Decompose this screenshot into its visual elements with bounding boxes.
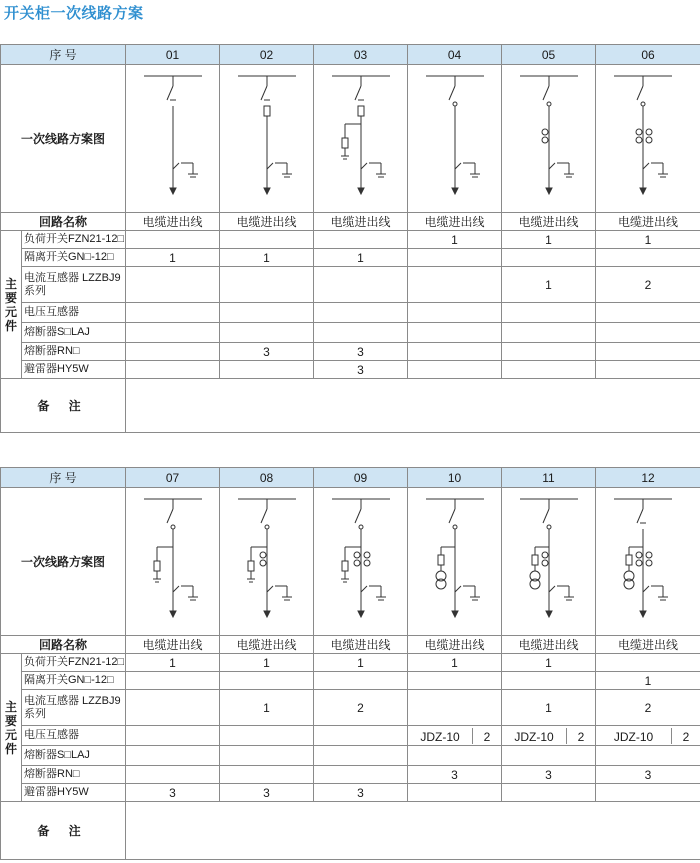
vt-model: JDZ-10 [408,728,473,744]
diagram-row [1,65,700,213]
circuit-name: 电缆进出线 [220,636,314,654]
single-line-diagram [126,488,220,636]
circuit-name: 电缆进出线 [502,636,596,654]
single-line-diagram [314,65,408,213]
fuse-symbol [264,106,270,116]
component-qty [126,672,220,690]
earth-switch-blade [643,163,649,169]
component-qty: 1 [596,231,700,249]
diagram-svg [126,66,220,212]
earth-switch-blade [173,586,179,592]
component-row [1,654,700,672]
component-qty [502,249,596,267]
diagram-svg [502,489,596,635]
vt-model: JDZ-10 [596,728,672,744]
component-qty [408,361,502,379]
component-row [1,249,700,267]
component-row [1,690,700,726]
component-qty: 3 [408,766,502,784]
scheme-table-2 [0,467,700,860]
component-qty [126,690,220,726]
ct-coil [260,560,266,566]
scheme-number: 05 [502,45,596,65]
component-qty: 1 [220,690,314,726]
note-row [1,802,700,860]
vt-cell [408,726,502,746]
single-line-diagram [502,65,596,213]
group-label [1,231,22,379]
diagram-svg [596,489,690,635]
circuit-name-row [1,636,700,654]
load-switch-contact [359,525,363,529]
component-qty [502,672,596,690]
pt-fuse-symbol [438,555,444,565]
component-qty [408,267,502,303]
ct-coil [354,552,360,558]
switch-blade [355,86,361,100]
note-row [1,379,700,433]
earth-switch-blade [643,586,649,592]
group-label-char: 主 [4,276,17,291]
component-qty [502,323,596,343]
component-row [1,343,700,361]
component-qty [314,746,408,766]
vt-cell [314,303,408,323]
vt-cell [596,726,700,746]
diagram-svg [314,66,408,212]
ct-coil [636,137,642,143]
ct-coil [636,129,642,135]
circuit-name: 电缆进出线 [408,213,502,231]
earth-switch-blade [267,163,273,169]
switch-blade [543,86,549,100]
switch-blade [261,86,267,100]
scheme-number: 03 [314,45,408,65]
component-qty [220,267,314,303]
page-title: 开关柜一次线路方案 [4,5,144,22]
load-switch-contact [453,525,457,529]
ct-coil [354,560,360,566]
circuit-label: 回路名称 [1,636,126,654]
component-label: 熔断器S□LAJ [22,746,126,766]
switch-blade [167,509,173,523]
load-switch-contact [641,102,645,106]
scheme-number: 10 [408,468,502,488]
component-qty [502,343,596,361]
arrester-symbol [342,138,348,148]
arrester-symbol [342,561,348,571]
component-qty [126,267,220,303]
pt-fuse-symbol [626,555,632,565]
component-qty [314,323,408,343]
vt-cell [502,303,596,323]
ct-coil [542,129,548,135]
vt-qty: 2 [483,729,491,744]
switch-blade [637,86,643,100]
group-label [1,654,22,802]
component-qty [408,690,502,726]
component-qty [596,361,700,379]
ct-coil [646,560,652,566]
component-row [1,231,700,249]
fuse-symbol [358,106,364,116]
component-qty: 1 [126,249,220,267]
component-qty: 1 [126,654,220,672]
component-qty [220,746,314,766]
component-qty [220,323,314,343]
vt-cell [126,726,220,746]
scheme-number: 12 [596,468,700,488]
vt-split [408,728,501,744]
earth-switch-blade [267,586,273,592]
component-qty: 1 [220,249,314,267]
component-qty [408,249,502,267]
cable-end-arrow [358,611,364,617]
scheme-grid [0,467,700,860]
component-qty: 3 [314,784,408,802]
diagram-svg [408,489,502,635]
component-label: 电压互感器 [22,726,126,746]
vt-cell [220,303,314,323]
component-qty [596,249,700,267]
ct-coil [646,552,652,558]
cable-end-arrow [640,611,646,617]
component-qty [408,343,502,361]
component-qty: 1 [502,267,596,303]
component-qty: 2 [596,267,700,303]
arrester-symbol [154,561,160,571]
component-row [1,267,700,303]
group-label-char: 要 [4,290,17,305]
circuit-name: 电缆进出线 [126,636,220,654]
circuit-name: 电缆进出线 [502,213,596,231]
diagram-label: 一次线路方案图 [1,65,126,213]
earth-switch-blade [549,163,555,169]
pt-fuse-symbol [532,555,538,565]
single-line-diagram [126,65,220,213]
earth-switch-blade [173,163,179,169]
component-label: 熔断器S□LAJ [22,323,126,343]
cable-end-arrow [170,188,176,194]
earth-switch-blade [455,163,461,169]
switch-blade [261,509,267,523]
vt-cell [314,726,408,746]
group-label-char: 件 [4,741,17,756]
diagram-svg [220,489,314,635]
cable-end-arrow [546,188,552,194]
switch-blade [449,86,455,100]
ct-coil [636,552,642,558]
scheme-grid [0,44,700,433]
component-qty [408,746,502,766]
circuit-name-row [1,213,700,231]
component-qty [126,323,220,343]
component-label: 避雷器HY5W [22,784,126,802]
circuit-name: 电缆进出线 [596,213,700,231]
component-qty [596,323,700,343]
load-switch-contact [547,102,551,106]
group-label-char: 元 [4,727,17,742]
cable-end-arrow [640,188,646,194]
ct-coil [646,129,652,135]
switch-blade [167,86,173,100]
component-label: 避雷器HY5W [22,361,126,379]
component-qty: 1 [220,654,314,672]
component-qty [408,323,502,343]
single-line-diagram [502,488,596,636]
cable-end-arrow [452,188,458,194]
component-qty: 1 [314,654,408,672]
cable-end-arrow [264,611,270,617]
component-label: 电压互感器 [22,303,126,323]
scheme-number: 09 [314,468,408,488]
single-line-diagram [220,488,314,636]
component-qty [220,672,314,690]
diagram-svg [408,66,502,212]
component-qty [596,654,700,672]
component-label: 隔离开关GN□-12□ [22,249,126,267]
circuit-name: 电缆进出线 [126,213,220,231]
cable-end-arrow [170,611,176,617]
component-row [1,361,700,379]
component-qty [502,746,596,766]
scheme-number: 02 [220,45,314,65]
component-qty [502,784,596,802]
component-qty [314,231,408,249]
component-qty: 3 [596,766,700,784]
component-qty: 1 [596,672,700,690]
load-switch-contact [453,102,457,106]
header-row [1,45,700,65]
note-value [126,379,700,433]
switch-blade [637,509,643,523]
component-label: 熔断器RN□ [22,766,126,784]
circuit-name: 电缆进出线 [314,636,408,654]
cable-end-arrow [452,611,458,617]
component-label: 负荷开关FZN21-12□ [22,231,126,249]
header-label: 序 号 [1,45,126,65]
diagram-svg [314,489,408,635]
switch-blade [355,509,361,523]
component-qty [596,784,700,802]
diagram-svg [502,66,596,212]
vt-model: JDZ-10 [502,728,567,744]
scheme-table-1 [0,44,700,433]
scheme-number: 04 [408,45,502,65]
arrester-symbol [248,561,254,571]
component-qty: 3 [314,361,408,379]
ct-coil [542,560,548,566]
cable-end-arrow [264,188,270,194]
component-qty [314,672,408,690]
component-qty [126,231,220,249]
component-qty: 1 [502,690,596,726]
single-line-diagram [408,488,502,636]
cable-end-arrow [546,611,552,617]
circuit-name: 电缆进出线 [408,636,502,654]
component-label: 电流互感器 LZZBJ9系列 [22,267,126,303]
vt-split [502,728,595,744]
component-qty [314,766,408,784]
ct-coil [542,552,548,558]
earth-switch-blade [455,586,461,592]
note-label: 备 注 [1,379,126,433]
component-qty: 1 [408,231,502,249]
component-qty: 1 [502,654,596,672]
component-row [1,766,700,784]
vt-cell [126,303,220,323]
vt-cell [596,303,700,323]
earth-switch-blade [549,586,555,592]
scheme-number: 07 [126,468,220,488]
single-line-diagram [596,65,700,213]
scheme-number: 01 [126,45,220,65]
component-qty [408,784,502,802]
component-qty: 1 [502,231,596,249]
scheme-number: 11 [502,468,596,488]
component-qty [220,231,314,249]
scheme-number: 06 [596,45,700,65]
note-value [126,802,700,860]
component-label: 负荷开关FZN21-12□ [22,654,126,672]
circuit-name: 电缆进出线 [314,213,408,231]
ct-coil [364,560,370,566]
component-qty: 3 [502,766,596,784]
component-row [1,726,700,746]
component-row [1,323,700,343]
diagram-row [1,488,700,636]
component-row [1,784,700,802]
ct-coil [636,560,642,566]
component-row [1,672,700,690]
group-label-char: 件 [4,318,17,333]
earth-switch-blade [361,586,367,592]
component-qty [596,746,700,766]
diagram-svg [596,66,690,212]
component-qty: 3 [314,343,408,361]
component-qty: 1 [314,249,408,267]
component-row [1,303,700,323]
scheme-number: 08 [220,468,314,488]
component-qty: 3 [220,343,314,361]
group-label-char: 要 [4,713,17,728]
component-label: 电流互感器 LZZBJ9系列 [22,690,126,726]
component-qty [220,766,314,784]
header-label: 序 号 [1,468,126,488]
component-qty [220,361,314,379]
circuit-label: 回路名称 [1,213,126,231]
component-label: 隔离开关GN□-12□ [22,672,126,690]
single-line-diagram [314,488,408,636]
component-qty: 1 [408,654,502,672]
ct-coil [646,137,652,143]
component-qty: 3 [126,784,220,802]
load-switch-contact [265,525,269,529]
component-qty [126,361,220,379]
component-qty [502,361,596,379]
vt-qty: 2 [682,729,690,744]
component-qty [408,672,502,690]
component-qty [314,267,408,303]
cable-end-arrow [358,188,364,194]
vt-split [596,728,700,744]
header-row [1,468,700,488]
load-switch-contact [547,525,551,529]
circuit-name: 电缆进出线 [596,636,700,654]
component-qty: 2 [314,690,408,726]
component-row [1,746,700,766]
component-qty [126,766,220,784]
component-label: 熔断器RN□ [22,343,126,361]
circuit-name: 电缆进出线 [220,213,314,231]
earth-switch-blade [361,163,367,169]
ct-coil [260,552,266,558]
vt-cell [220,726,314,746]
vt-qty: 2 [577,729,585,744]
single-line-diagram [220,65,314,213]
single-line-diagram [408,65,502,213]
component-qty [126,343,220,361]
note-label: 备 注 [1,802,126,860]
diagram-svg [220,66,314,212]
ct-coil [364,552,370,558]
group-label-char: 元 [4,304,17,319]
diagram-svg [126,489,220,635]
switch-blade [449,509,455,523]
switch-blade [543,509,549,523]
diagram-label: 一次线路方案图 [1,488,126,636]
component-qty [596,343,700,361]
component-qty: 2 [596,690,700,726]
ct-coil [542,137,548,143]
group-label-char: 主 [4,699,17,714]
component-qty: 3 [220,784,314,802]
load-switch-contact [171,525,175,529]
component-qty [126,746,220,766]
vt-cell [408,303,502,323]
single-line-diagram [596,488,700,636]
vt-cell [502,726,596,746]
